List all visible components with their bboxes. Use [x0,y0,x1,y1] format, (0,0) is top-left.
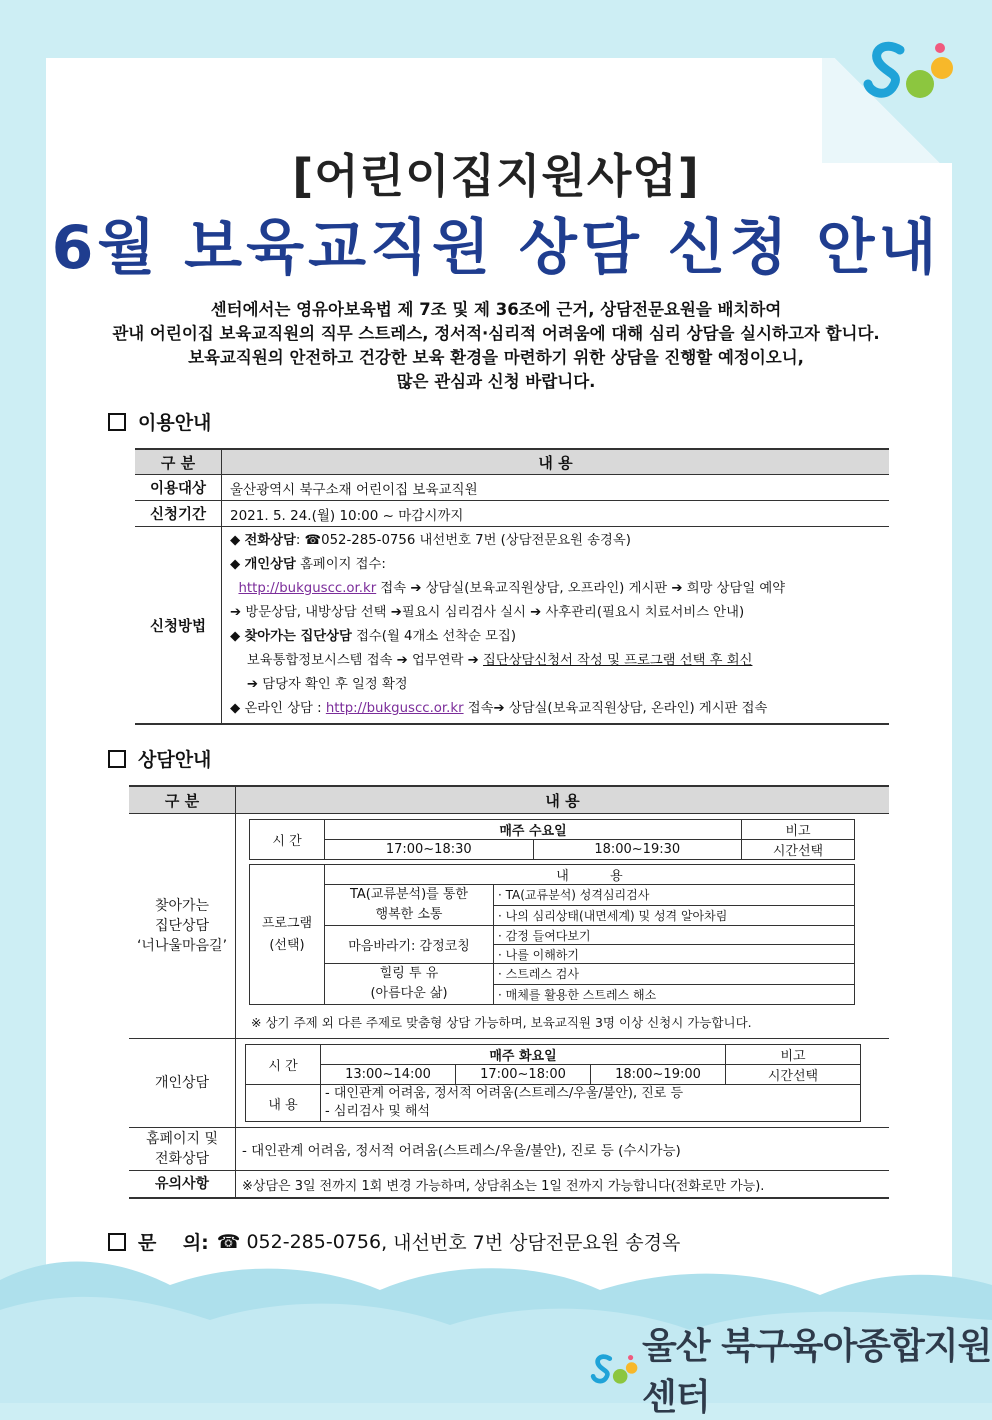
homepage-link[interactable]: http://bukguscc.or.kr [238,581,377,596]
caution-label: 유의사항 [129,1171,236,1199]
program-table [249,864,855,1005]
row-label: 신청방법 [135,527,222,725]
intro-line: 관내 어린이집 보육교직원의 직무 스트레스, 정서적·심리적 어려움에 대해 심리 상담을 실시하고자 합니다. [112,324,880,343]
table-header: 내 용 [222,449,890,475]
program-item: · 감정 들여다보기 [494,926,855,945]
intro-text [60,298,932,394]
program-label: 프로그램 (선택) [250,865,325,1005]
content-label: 내 용 [246,1085,321,1122]
list-item: http://bukguscc.or.kr 접속 ➔ 상담실(보육교직원상담, 오프라인) 게시판 ➔ 희망 상담일 예약 [238,581,786,596]
time-label: 시 간 [246,1045,321,1085]
time-label: 시 간 [250,820,325,860]
program-item: · 매체를 활용한 스트레스 해소 [494,984,855,1005]
time-slot: 17:00~18:00 [456,1065,591,1085]
remark-value: 시간선택 [742,840,855,860]
intro-line: 센터에서는 영유아보육법 제 7조 및 제 36조에 근거, 상담전문요원을 배치하여 [210,300,782,319]
center-brand [590,1318,992,1420]
caution-text: ※상담은 3일 전까지 1회 변경 가능하며, 상담취소는 1일 전까지 가능합니다(전화로만 가능). [236,1171,890,1199]
center-name: 울산 북구육아종합지원센터 [642,1326,992,1418]
contact-phone: ☎ 052-285-0756 [216,1230,382,1253]
list-item: ➔ 담당자 확인 후 일정 확정 [246,677,408,692]
group-note: ※ 상기 주제 외 다른 주제로 맞춤형 상담 가능하며, 보육교직원 3명 이상 신청시 가능합니다. [251,1015,752,1030]
contact-label: 문 의: [138,1232,209,1254]
method-list [222,527,890,725]
checkbox-square-icon [108,750,126,768]
list-item: ◆ 개인상담 홈페이지 접수: [230,557,386,572]
list-item: ◆ 전화상담: ☎052-285-0756 내선번호 7번 (상담전문요원 송경옥) [230,533,631,548]
target-value: 울산광역시 북구소재 어린이집 보육교직원 [222,475,890,501]
web-counsel-text: - 대인관계 어려움, 정서적 어려움(스트레스/우울/불안), 진로 등 (수시가능) [236,1128,890,1171]
time-slot: 18:00~19:00 [591,1065,726,1085]
program-item: · 나를 이해하기 [494,945,855,964]
homepage-link[interactable]: http://bukguscc.or.kr [325,701,464,716]
content-header: 내 용 [325,865,855,885]
usage-table [135,448,889,725]
day-header: 매주 수요일 [325,820,742,840]
day-header: 매주 화요일 [321,1045,726,1065]
remark-header: 비고 [742,820,855,840]
list-item: ◆ 찾아가는 집단상담 접수(월 4개소 선착순 모집) [230,629,517,644]
checkbox-square-icon [108,1233,126,1251]
table-header: 내 용 [236,786,890,814]
contact-info [108,1228,680,1255]
group-counsel-content [236,814,890,1039]
checkbox-square-icon [108,413,126,431]
counsel-section-heading: 상담안내 [108,745,211,772]
list-item: ➔ 방문상담, 내방상담 선택 ➔필요시 심리검사 실시 ➔ 사후관리(필요시 치료서비스 안내) [230,605,745,620]
page-title-category: [어린이집지원사업] [292,149,700,203]
period-value: 2021. 5. 24.(월) 10:00 ~ 마감시까지 [222,501,890,527]
web-counsel-label: 홈페이지 및 전화상담 [129,1128,236,1171]
program-item: · 나의 심리상태(내면세계) 및 성격 알아차림 [494,905,855,926]
time-slot: 17:00~18:30 [325,840,534,860]
individual-counsel-label: 개인상담 [129,1039,236,1128]
program-name: 힐링 투 유 (아름다운 삶) [325,964,494,1005]
time-slot: 18:00~19:30 [533,840,742,860]
list-item: ◆ 온라인 상담 : http://bukguscc.or.kr 접속➔ 상담실(보육교직원상담, 온라인) 게시판 접속 [230,701,768,716]
counsel-table [129,785,889,1199]
contact-text: , 내선번호 7번 상담전문요원 송경옥 [381,1232,681,1254]
individual-counsel-content [236,1039,890,1128]
row-label: 신청기간 [135,501,222,527]
individual-schedule-table [245,1044,861,1122]
group-schedule-table [249,819,855,860]
intro-line: 보육교직원의 안전하고 건강한 보육 환경을 마련하기 위한 상담을 진행할 예정이오니, [188,348,804,367]
intro-line: 많은 관심과 신청 바랍니다. [396,372,596,391]
program-item: · TA(교류분석) 성격심리검사 [494,885,855,906]
program-name: TA(교류분석)를 통한 행복한 소통 [325,885,494,926]
row-label: 이용대상 [135,475,222,501]
time-slot: 13:00~14:00 [321,1065,456,1085]
group-counsel-label: 찾아가는 집단상담 ‘너나울마음길’ [129,814,236,1039]
table-header: 구 분 [129,786,236,814]
remark-value: 시간선택 [726,1065,861,1085]
program-name: 마음바라기: 감정코칭 [325,926,494,964]
page-title: 6월 보육교직원 상담 신청 안내 [51,213,941,283]
table-header: 구 분 [135,449,222,475]
program-item: · 스트레스 검사 [494,964,855,985]
remark-header: 비고 [726,1045,861,1065]
list-item: 보육통합정보시스템 접속 ➔ 업무연락 ➔ 집단상담신청서 작성 및 프로그램 선택 후 회신 [246,653,753,668]
center-logo-icon [590,1344,642,1394]
usage-section-heading: 이용안내 [108,408,211,435]
individual-contents: - 대인관계 어려움, 정서적 어려움(스트레스/우울/불안), 진로 등 - 심리검사 및 해석 [321,1085,861,1122]
center-logo-icon [862,30,962,110]
